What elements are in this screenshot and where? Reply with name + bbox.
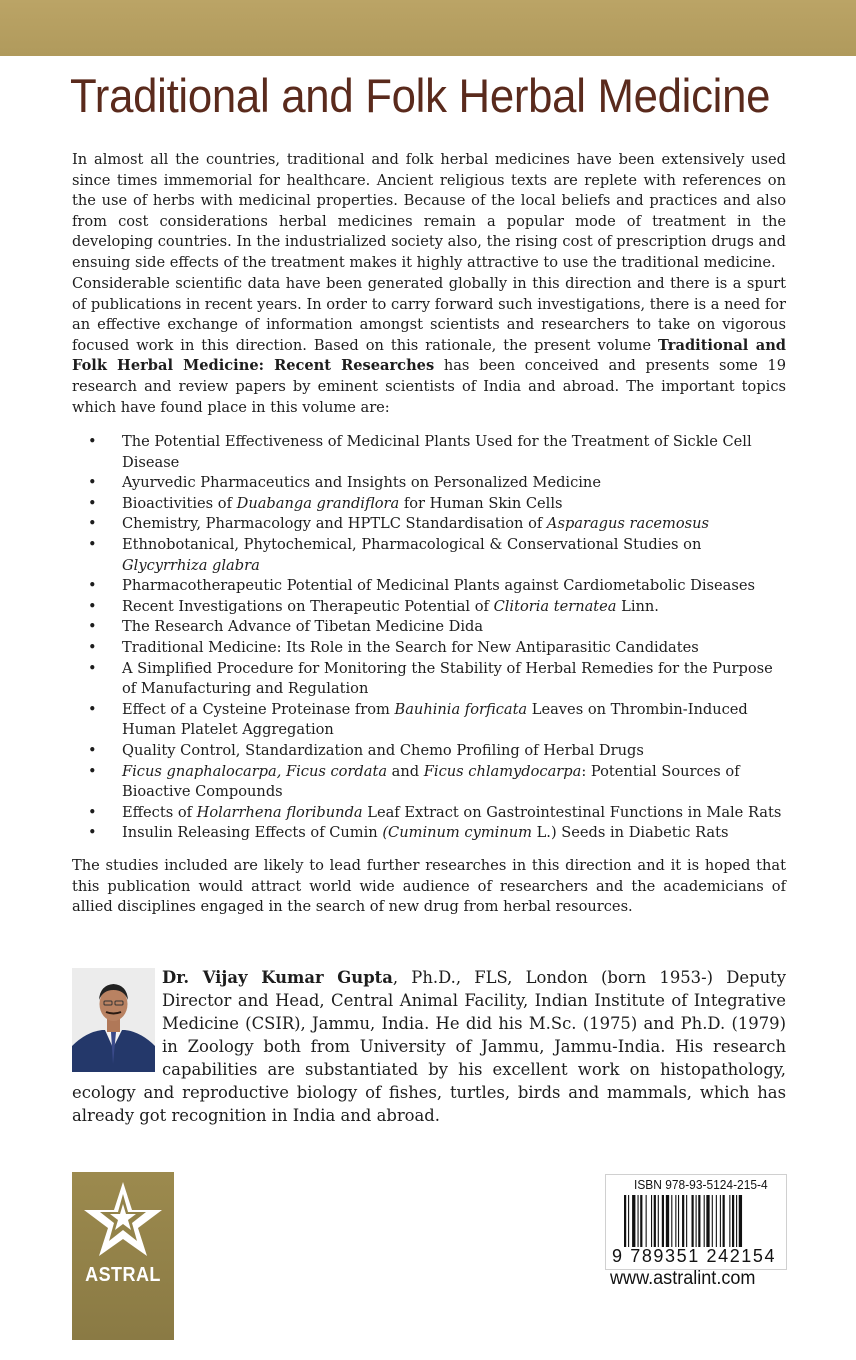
- barcode-bar: [646, 1195, 647, 1247]
- barcode-bar: [696, 1195, 697, 1247]
- barcode-bar: [628, 1195, 629, 1247]
- list-item: [72, 617, 786, 638]
- topic-species: Clitoria ternatea: [493, 597, 617, 615]
- barcode-bar: [732, 1195, 734, 1247]
- list-item: [72, 823, 786, 844]
- barcode-icon: [622, 1195, 780, 1247]
- star-logo-icon: [72, 1172, 174, 1272]
- bullet-icon: •: [88, 824, 97, 842]
- logo-text: ASTRAL: [85, 1264, 161, 1286]
- topic-text-mid: and: [387, 762, 424, 780]
- barcode-bar: [675, 1195, 676, 1247]
- barcode-bar: [692, 1195, 694, 1247]
- barcode-bar: [729, 1195, 730, 1247]
- topic-text: Ethnobotanical, Phytochemical, Pharmacological & Conservational Studies on: [122, 535, 702, 553]
- topic-text: Quality Control, Standardization and Chemo Profiling of Herbal Drugs: [122, 741, 644, 759]
- bullet-icon: •: [88, 659, 97, 677]
- topic-text: Traditional Medicine: Its Role in the Search for New Antiparasitic Candidates: [122, 638, 699, 656]
- topic-text: Bioactivities of: [122, 494, 237, 512]
- top-color-band: [0, 0, 856, 56]
- barcode-bar: [658, 1195, 659, 1247]
- barcode-bar: [651, 1195, 652, 1247]
- barcode-bar: [682, 1195, 684, 1247]
- topic-species: Glycyrrhiza glabra: [122, 556, 260, 574]
- bullet-icon: •: [88, 494, 97, 512]
- barcode-bar: [678, 1195, 679, 1247]
- barcode-bar: [723, 1195, 725, 1247]
- bullet-icon: •: [88, 762, 97, 780]
- list-item: [72, 700, 786, 741]
- topic-species: Duabanga grandiflora: [236, 494, 400, 512]
- topic-text: The Research Advance of Tibetan Medicine Dida: [122, 618, 484, 636]
- topic-text: Insulin Releasing Effects of Cumin: [122, 824, 383, 842]
- bullet-icon: •: [88, 515, 97, 533]
- topic-species: Bauhinia forficata: [394, 700, 528, 718]
- bullet-icon: •: [88, 597, 97, 615]
- topic-species: Holarrhena floribunda: [196, 803, 363, 821]
- author-bio: [72, 966, 786, 1127]
- closing-paragraph: The studies included are likely to lead further researches in this direction and it is hoped that this publication would attract world wide audience of researchers and the academicians of allied disciplines engaged in the search of new drug from herbal resources.: [72, 857, 786, 916]
- barcode-bar: [638, 1195, 639, 1247]
- topic-species: Asparagus racemosus: [546, 515, 710, 533]
- author-name: Dr. Vijay Kumar Gupta: [162, 968, 393, 987]
- topic-text-tail: Linn.: [616, 597, 659, 615]
- photo-spacer: [72, 966, 162, 1076]
- topic-text-tail: L.) Seeds in Diabetic Rats: [531, 824, 729, 842]
- list-item: [72, 576, 786, 597]
- topic-text-tail: : Potential Sources of Bioactive Compounds: [122, 762, 740, 801]
- intro-paragraph-1: In almost all the countries, traditional and folk herbal medicines have been extensively used since times immemorial for healthcare. Ancient religious texts are replete with references on the use of herbs with medicinal properties. Because of the local beliefs and practices and also from cost considerations herbal medicines remain a popular mode of treatment in the developing countries. In the industrialized society also, the rising cost of prescription drugs and ensuing side effects of the treatment makes it highly attractive to use the traditional medicine.: [72, 151, 786, 271]
- list-item: [72, 432, 786, 473]
- list-item: [72, 494, 786, 515]
- list-item: [72, 638, 786, 659]
- barcode-bar: [666, 1195, 669, 1247]
- list-item: [72, 535, 786, 576]
- topic-text: Ayurvedic Pharmaceutics and Insights on Personalized Medicine: [122, 474, 601, 492]
- bullet-icon: •: [88, 474, 97, 492]
- topic-species: (Cuminum cyminum: [382, 824, 532, 842]
- bullet-icon: •: [88, 433, 97, 450]
- list-item: [72, 762, 786, 803]
- barcode-bar: [720, 1195, 721, 1247]
- bullet-icon: •: [88, 535, 97, 553]
- barcode-bar: [739, 1195, 742, 1247]
- barcode-bar: [704, 1195, 705, 1247]
- barcode-bar: [706, 1195, 709, 1247]
- topic-text: Chemistry, Pharmacology and HPTLC Standardisation of: [122, 515, 547, 533]
- bullet-icon: •: [88, 741, 97, 759]
- topic-text-tail: for Human Skin Cells: [399, 494, 563, 512]
- barcode-bar: [698, 1195, 700, 1247]
- author-bio-text: , Ph.D., FLS, London (born 1953-) Deputy Director and Head, Central Animal Facility, Indian Institute of Integrative Medicine (CSIR), Jammu, India. He did his M.Sc. (1975) and Ph.D. (1979) in Zoology both from University of Jammu, Jammu-India. His research capabilities are substantiated by his excellent work on histopathology, ecology and reproductive biology of fishes, turtles, birds and mammals, which has already got recognition in India and abroad.: [72, 968, 786, 1125]
- topic-text: The Potential Effectiveness of Medicinal Plants Used for the Treatment of Sickle Cell Disease: [122, 433, 752, 471]
- barcode-bar: [712, 1195, 713, 1247]
- list-item: [72, 803, 786, 824]
- topic-species: Ficus gnaphalocarpa, Ficus cordata: [122, 762, 388, 780]
- topic-text: Effect of a Cysteine Proteinase from: [122, 700, 395, 718]
- topic-text-tail: Leaves on Thrombin-Induced Human Platelet Aggregation: [122, 700, 748, 739]
- list-item: [72, 597, 786, 618]
- volume-title-bold: Traditional and Folk Herbal Medicine: Recent Researches: [72, 336, 787, 375]
- topic-text: Effects of: [122, 803, 197, 821]
- topics-list: [72, 432, 786, 844]
- barcode-bar: [640, 1195, 642, 1247]
- bullet-icon: •: [88, 700, 97, 718]
- bullet-icon: •: [88, 638, 97, 656]
- bullet-icon: •: [88, 577, 97, 595]
- isbn-label: ISBN 978-93-5124-215-4: [634, 1177, 768, 1192]
- book-title: Traditional and Folk Herbal Medicine: [70, 69, 771, 122]
- list-item: [72, 659, 786, 700]
- publisher-logo: [72, 1172, 174, 1340]
- barcode-bar: [686, 1195, 687, 1247]
- bullet-icon: •: [88, 618, 97, 636]
- barcode-bar: [716, 1195, 717, 1247]
- list-item: [72, 741, 786, 762]
- barcode-bar: [671, 1195, 672, 1247]
- ean-number: 9 789351 242154: [612, 1246, 777, 1266]
- barcode-bar: [662, 1195, 664, 1247]
- intro-p2-text-b: has been conceived and presents some 19 research and review papers by eminent scientists of India and abroad. The important topics which have found place in this volume are:: [72, 357, 786, 416]
- topic-text: Recent Investigations on Therapeutic Potential of: [122, 597, 494, 615]
- barcode-bar: [654, 1195, 656, 1247]
- publisher-url: www.astralint.com: [610, 1268, 756, 1289]
- intro-paragraph-2: [72, 274, 786, 418]
- list-item: [72, 514, 786, 535]
- barcode-bar: [632, 1195, 635, 1247]
- topic-text: Pharmacotherapeutic Potential of Medicinal Plants against Cardiometabolic Diseases: [122, 577, 755, 595]
- topic-species-2: Ficus chlamydocarpa: [423, 762, 582, 780]
- topic-text: A Simplified Procedure for Monitoring the Stability of Herbal Remedies for the Purpose of Manufacturing and Regulation: [122, 659, 773, 698]
- topic-text-tail: Leaf Extract on Gastrointestinal Functions in Male Rats: [362, 803, 782, 821]
- intro-p2-text-a: Considerable scientific data have been generated globally in this direction and there is a spurt of publications in recent years. In order to carry forward such investigations, there is a need for an effective exchange of information amongst scientists and researchers to take on vigorous focused work in this direction. Based on this rationale, the present volume: [72, 275, 786, 354]
- bullet-icon: •: [88, 803, 97, 821]
- barcode-bar: [736, 1195, 737, 1247]
- list-item: [72, 473, 786, 494]
- barcode-bar: [624, 1195, 626, 1247]
